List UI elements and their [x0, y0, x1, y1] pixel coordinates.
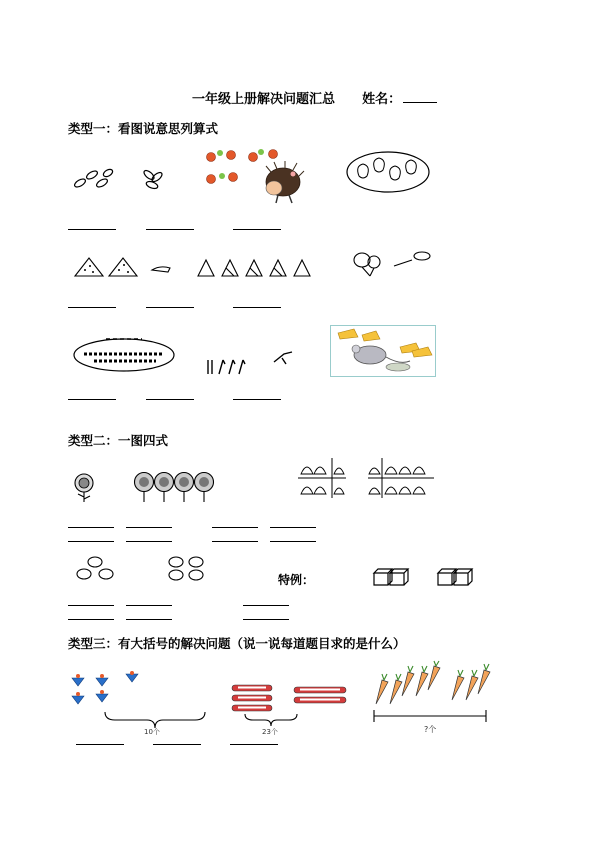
answer-blank[interactable]	[68, 229, 116, 230]
peanuts-image	[72, 165, 116, 193]
answer-blank[interactable]	[126, 605, 172, 606]
section-heading-type-3: 类型三：有大括号的解决问题（说一说每道题目求的是什么）	[68, 636, 406, 651]
answer-blank[interactable]	[146, 307, 194, 308]
pears-in-oval-image	[345, 150, 431, 194]
answer-blank[interactable]	[68, 605, 114, 606]
answer-blank[interactable]	[212, 527, 258, 528]
spinning-tops-image	[70, 672, 148, 710]
title-text: 一年级上册解决问题汇总	[192, 92, 336, 107]
trains-image	[228, 681, 350, 715]
answer-blank[interactable]	[146, 229, 194, 230]
answer-blank[interactable]	[68, 619, 114, 620]
answer-blank[interactable]	[233, 229, 281, 230]
answer-blank[interactable]	[233, 399, 281, 400]
answer-blank[interactable]	[270, 527, 316, 528]
items-in-oval-image	[72, 335, 176, 375]
special-case-label: 特例：	[278, 573, 315, 587]
page-title	[192, 88, 437, 107]
answer-blank[interactable]	[126, 541, 172, 542]
mushrooms-grid-right-image	[368, 458, 434, 498]
single-flower-image	[70, 473, 98, 503]
mushrooms-grid-left-image	[298, 458, 346, 498]
answer-blank[interactable]	[126, 527, 172, 528]
answer-blank[interactable]	[68, 399, 116, 400]
answer-blank[interactable]	[233, 307, 281, 308]
balloons-image	[350, 250, 436, 278]
triangles-image	[196, 258, 314, 278]
section-heading-type-1: 类型一：看图说意思列算式	[68, 121, 219, 136]
carrots-image	[368, 660, 492, 708]
four-circles-image	[163, 555, 211, 583]
two-boxes-image-2	[436, 567, 474, 587]
answer-blank[interactable]	[243, 619, 289, 620]
brace-label-2: 23个	[262, 728, 278, 736]
three-circles-image	[70, 556, 118, 582]
small-slice-image	[150, 264, 172, 274]
name-blank[interactable]	[403, 91, 437, 103]
single-bird-image	[272, 350, 296, 366]
answer-blank[interactable]	[230, 744, 278, 745]
answer-blank[interactable]	[153, 744, 201, 745]
answer-blank[interactable]	[76, 744, 124, 745]
section-heading-type-2: 类型二：一图四式	[68, 433, 169, 448]
brace-label-3: ?个	[424, 725, 437, 734]
answer-blank[interactable]	[126, 619, 172, 620]
two-boxes-image	[372, 567, 410, 587]
answer-blank[interactable]	[243, 605, 289, 606]
answer-blank[interactable]	[68, 527, 114, 528]
peanuts-group-image	[140, 167, 168, 193]
answer-blank[interactable]	[270, 541, 316, 542]
brace-3-image	[372, 708, 488, 724]
answer-blank[interactable]	[212, 541, 258, 542]
answer-blank[interactable]	[146, 399, 194, 400]
cheese-mouse-image	[330, 325, 436, 377]
name-label: 姓名：	[362, 92, 402, 107]
apples-hedgehog-image	[203, 148, 305, 206]
watermelon-slices-image	[73, 254, 139, 278]
four-flowers-image	[133, 471, 217, 503]
answer-blank[interactable]	[68, 307, 116, 308]
birds-image	[205, 354, 249, 376]
answer-blank[interactable]	[68, 541, 114, 542]
brace-label-1: 10个	[144, 728, 160, 736]
